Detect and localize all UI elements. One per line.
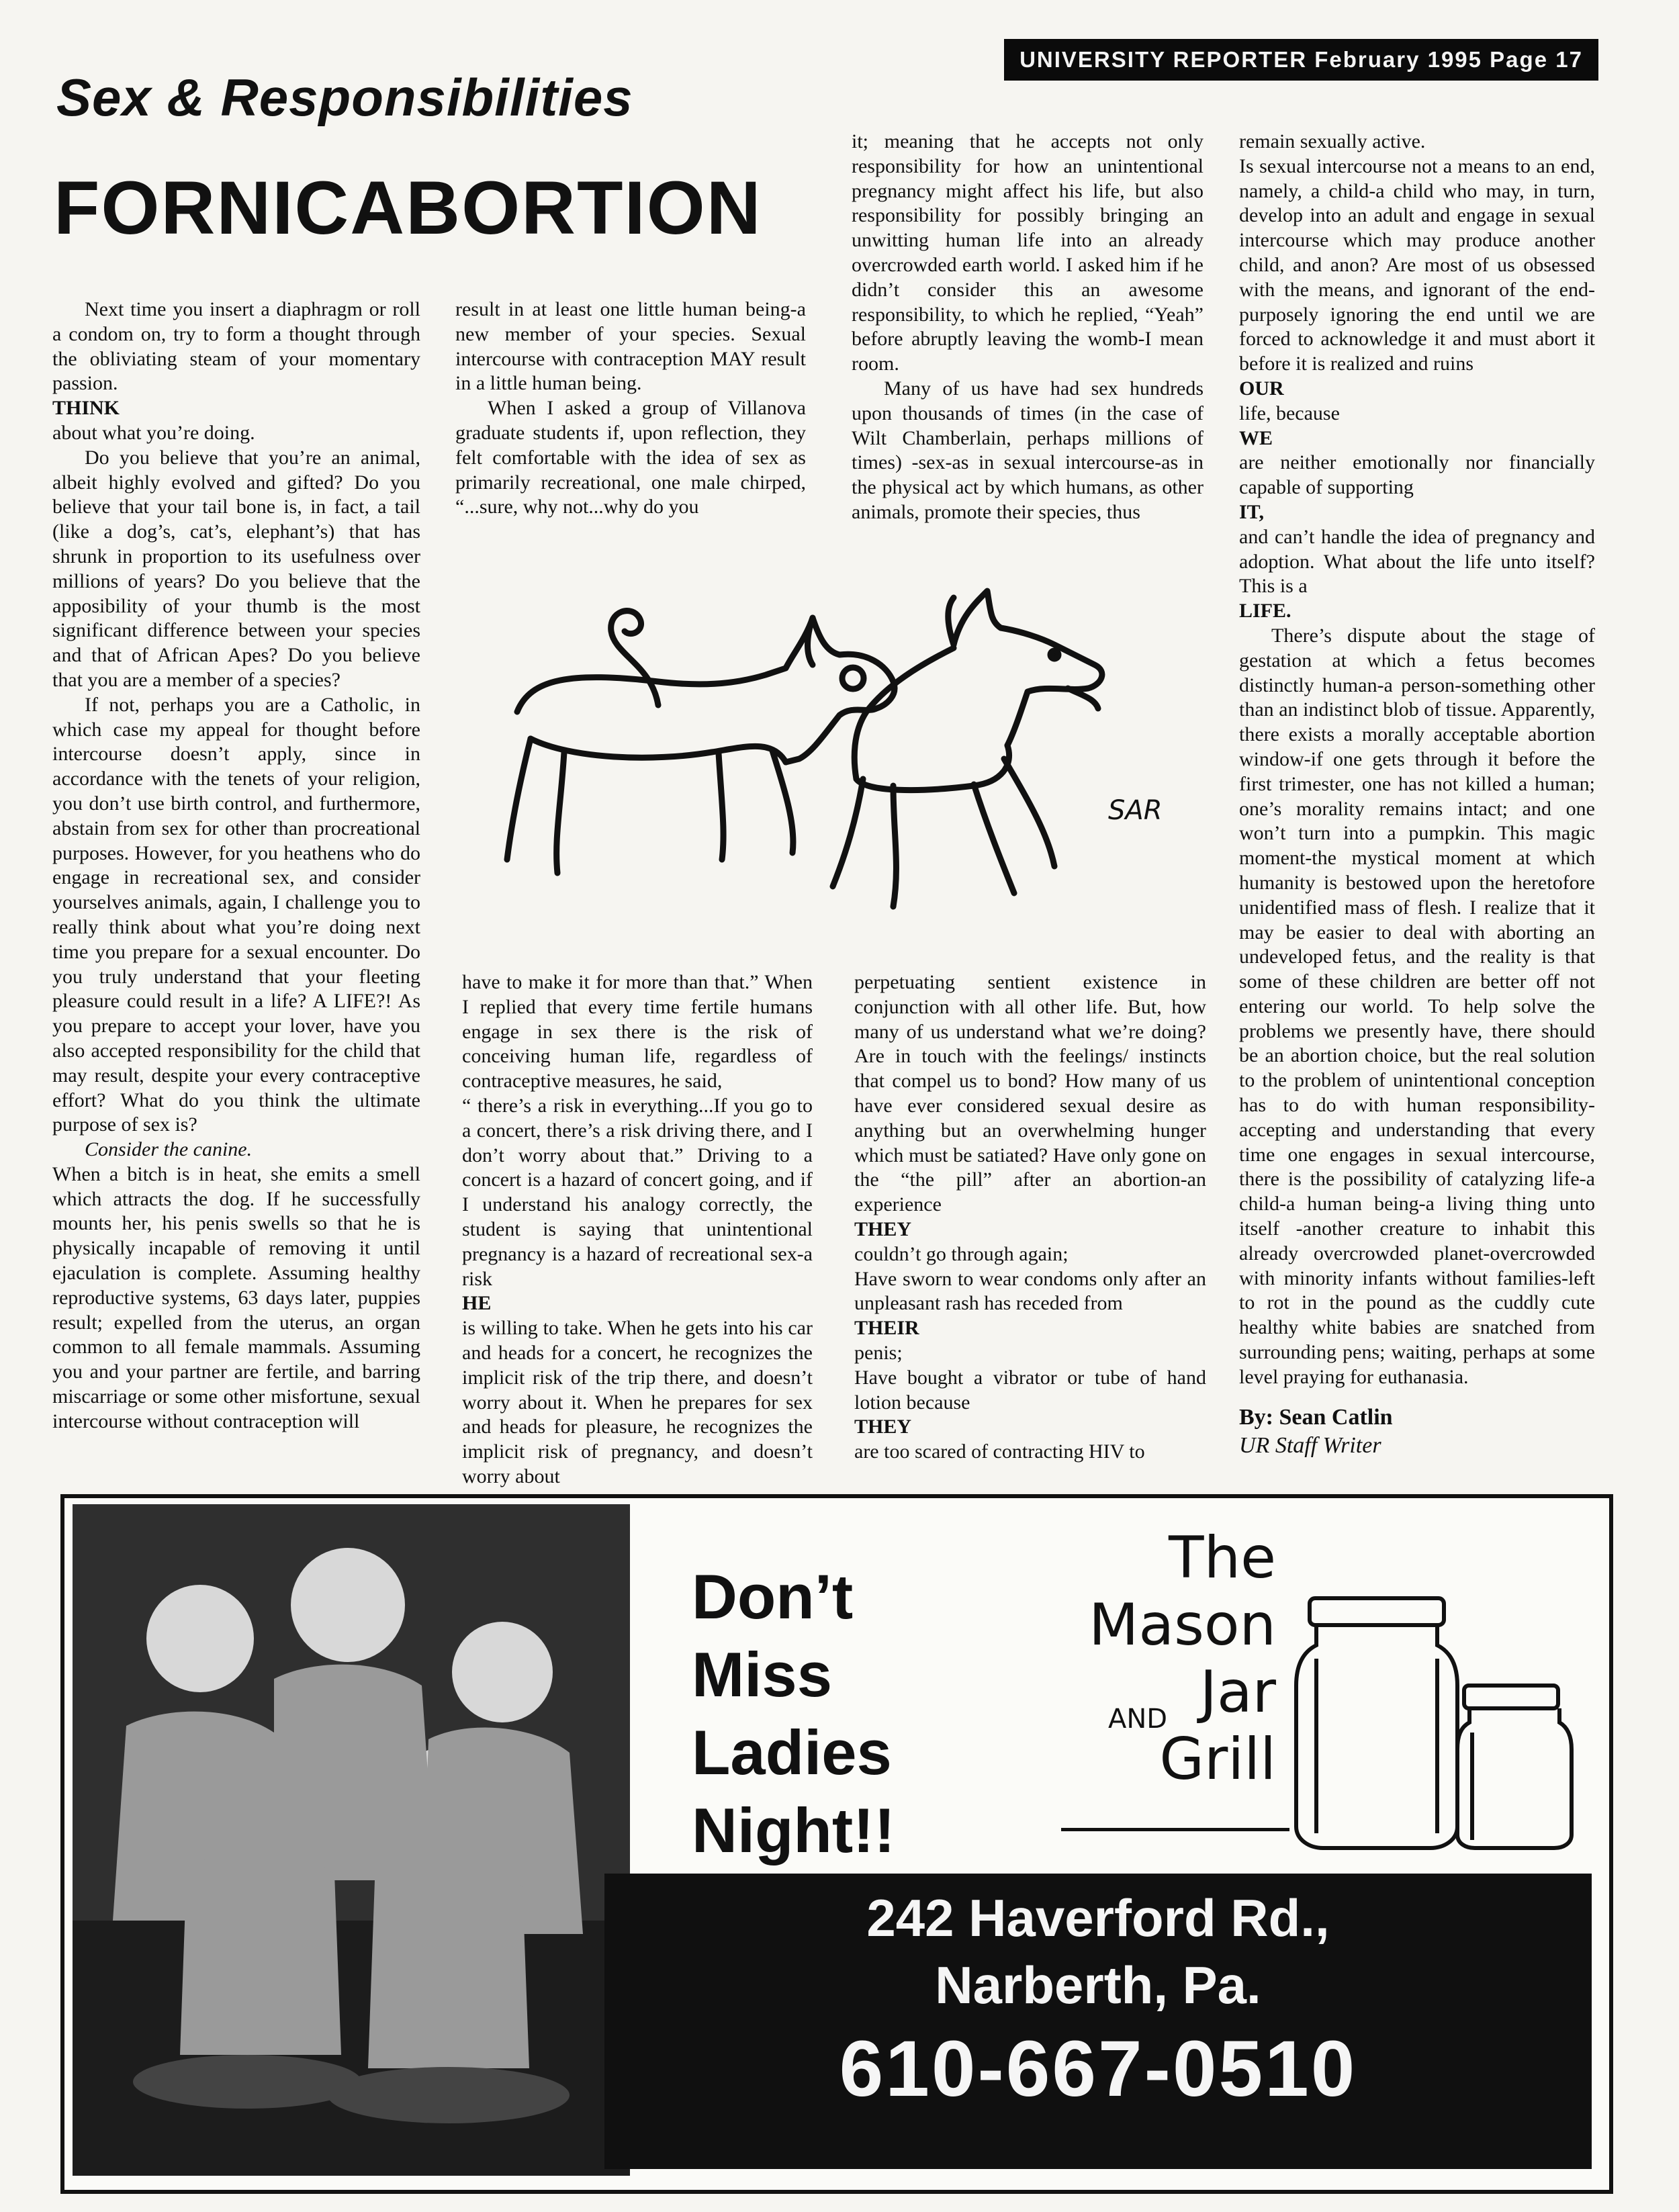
paragraph: result in at least one little human being-a new member of your species. Sexual intercourse with contraception MAY result in a little human being. [455,298,806,395]
article-column-2-bottom [462,970,813,1487]
right-dog-body [854,648,1009,790]
emphasis-word: OUR [1239,377,1284,400]
brand-underline [1061,1828,1289,1831]
brand-the: The [1169,1524,1276,1592]
brand-and: AND [1108,1704,1168,1735]
swimmers-photo [73,1504,630,2176]
paragraph: Many of us have had sex hundreds upon thousands of times (in the case of Wilt Chamberlain, perhaps millions of times) -sex-as in sexual intercourse-as in the physical act by which humans, as other animals, promote their species, thus [852,377,1204,523]
emphasis-word: LIFE. [1239,600,1291,623]
paragraph: Have sworn to wear condoms only after an unpleasant rash has receded from [854,1267,1206,1315]
paragraph: is willing to take. When he gets into his car and heads for a concert, he recognizes the implicit risk of the trip there, and doesn’t worry about it. When he prepares for sex and heads for pleasure, he recognizes the implicit risk of pregnancy, and doesn’t worry about [462,1317,813,1487]
article-column-4 [1239,130,1595,1473]
byline: By: Sean Catlin [1239,1404,1393,1430]
article-column-3-bottom [854,970,1206,1467]
paragraph: Do you believe that you’re an animal, albeit highly evolved and gifted? Do you believe that your tail bone is, in fact, a tail (like a dog’s, cat’s, elephant’s) that has shrunk in proportion to its usefulness over millions of years? Do you believe that the apposibility of your thumb is the most significant difference between your species and that of African Apes? Do you believe that you are a member of a species? [52,446,420,691]
paragraph: couldn’t go through again; [854,1242,1069,1265]
paragraph: perpetuating sentient existence in conjunction with all other life. But, how many of us understand what we’re doing? Are in touch with the feelings/ instincts that compel us to bond? How many of us have ever considered sexual desire as anything but an overwhelming hunger which must be satiated? Have only gone on the “the pill” after an abortion-an experience [854,971,1206,1216]
emphasis-word: WE [1239,426,1273,449]
paragraph: When I asked a group of Villanova graduate students if, upon reflection, they felt comfortable with the idea of sex as primarily recreational, one male chirped, “...sure, why not...why do you [455,397,806,518]
right-dog-eye [1050,651,1058,659]
illustration-signature: SAR [1108,795,1163,826]
dogs-illustration [490,537,1202,954]
ad-line-3: Ladies [692,1717,892,1788]
paragraph: it; meaning that he accepts not only responsibility for how an unintentional pregnancy might affect his life, but also responsibility for possibly bringing an unwitting human life into an already overcrowded earth world. I asked him if he didn’t consider this an awesome responsibility, to which he replied, “Yeah” before abruptly leaving the womb-I mean room. [852,130,1204,375]
article-column-2-top [455,297,806,533]
brand-grill: Grill [1159,1726,1276,1793]
emphasis-word: IT, [1239,500,1264,523]
paragraph: Have bought a vibrator or tube of hand lotion because [854,1366,1206,1414]
emphasis-word: THEIR [854,1317,919,1340]
address-street: 242 Haverford Rd., [866,1888,1330,1947]
staff-title: UR Staff Writer [1239,1432,1381,1458]
brand-mason: Mason [1089,1592,1276,1659]
address-city: Narberth, Pa. [935,1955,1261,2015]
paragraph: have to make it for more than that.” When I replied that every time fertile humans engage in sex there is the risk of conceiving human life, regardless of contraceptive measures, he said, [462,971,813,1093]
mason-jar-icon [1296,1585,1578,1853]
paragraph: When a bitch is in heat, she emits a smell which attracts the dog. If he successfully mounts her, his penis swells so that he is physically incapable of removing it until ejaculation is complete. Assuming healthy reproductive systems, 63 days later, puppies result; expelled from the uterus, an organ common to all female mammals. Assuming you and your partner are fertile, and barring miscarriage or some other misfortune, sexual intercourse without contraception will [52,1162,420,1432]
article-column-3-top [852,130,1204,526]
left-dog-belly [531,739,786,762]
paragraph: remain sexually active. [1239,130,1426,152]
paragraph: about what you’re doing. [52,421,255,444]
paragraph: Is sexual intercourse not a means to an end, namely, a child-a child who may, in turn, develop into an adult and engage in sexual intercourse which may produce another child, and anon? Are most of us obsessed with the means, and ignorant of the end-purposely ignoring the end until we are forced to acknowledge it and must abort it before it is realized and ruins [1239,154,1595,375]
paragraph: are too scared of contracting HIV to [854,1440,1145,1463]
ad-line-2: Miss [692,1639,832,1710]
paragraph: Next time you insert a diaphragm or roll a condom on, try to form a thought through the obliviating steam of your momentary passion. [52,298,420,395]
brand-jar: Jar [1199,1659,1276,1726]
paragraph: Consider the canine. [85,1138,253,1161]
paragraph: and can’t handle the idea of pregnancy and adoption. What about the life unto itself? This is a [1239,525,1595,598]
ladies-night-text [692,1558,895,1870]
running-head: UNIVERSITY REPORTER February 1995 Page 17 [1004,39,1598,81]
paragraph: life, because [1239,402,1340,424]
phone-number: 610-667-0510 [839,2025,1357,2113]
right-dog-head [954,591,1102,745]
headline: FORNICABORTION [54,166,762,250]
right-dog-legs [833,759,1054,907]
right-dog-ear [948,598,954,645]
paragraph: There’s dispute about the stage of gestation at which a fetus becomes distinctly human-a person-something other than an indistinct blob of tissue. Apparently, there exists a morally acceptable abortion window-if one gets through it before the first trimester, one has not killed a human; one’s morality remains intact; and one won’t turn into a pumpkin. This magic moment-the mystical moment at which humanity is bestowed upon the heretofore unidentified mass of flesh. I realize that it may be easier to deal with aborting an undeveloped fetus, and the reality is that some of these children are better off not entering our world. To help solve the problems we presently have, there should be an abortion choice, but the real solution to the problem of unintentional conception has to do with human responsibility-accepting and understanding that every time one engages in sexual intercourse, there is the possibility of catalyzing life-a child-a human being-a living thing unto itself -another creature to inhabit this already overcrowded planet-overcrowded with minority infants without families-left to rot in the pound as the cuddly cute healthy white babies are snatched from surrounding pens; waiting, perhaps at some level praying for euthanasia. [1239,624,1595,1388]
emphasis-word: THEY [854,1217,912,1240]
paragraph: penis; [854,1341,903,1364]
left-dog-ear [808,618,813,665]
paragraph: are neither emotionally nor financially capable of supporting [1239,451,1595,499]
emphasis-word: THEY [854,1416,912,1438]
ad-line-4: Night!! [692,1795,895,1865]
paragraph: If not, perhaps you are a Catholic, in which case my appeal for thought before intercourse doesn’t apply, since in accordance with the tenets of your religion, you don’t use birth control, and furthermore, abstain from sex for other than procreational purposes. However, for you heathens who do engage in recreational sex, and consider yourselves animals, again, I challenge you to really think about what you’re doing next time you prepare for a sexual encounter. Do you truly understand that your fleeting pleasure could result in a life? A LIFE?! As you prepare to accept your lover, have you also accepted responsibility for the child that may result, despite your every contraceptive effort? What do you think the ultimate purpose of sex is? [52,693,420,1136]
emphasis-word: HE [462,1292,492,1315]
brand-name [1048,1524,1276,1793]
left-dog-body [517,618,895,762]
left-dog-eye [842,667,864,689]
article-column-1 [52,297,420,1466]
left-dog-tail [611,611,658,705]
address-block [604,1874,1592,2169]
emphasis-word: THINK [52,397,120,420]
paragraph: “ there’s a risk in everything...If you go to a concert, there’s a risk driving there, and I don’t worry about that.” Driving to a concert is a hazard of concert going, and if I understand his analogy correctly, the student is saying that unintentional pregnancy is a hazard of recreational sex-a risk [462,1094,813,1290]
ad-line-1: Don’t [692,1561,854,1632]
section-title: Sex & Responsibilities [56,68,633,127]
